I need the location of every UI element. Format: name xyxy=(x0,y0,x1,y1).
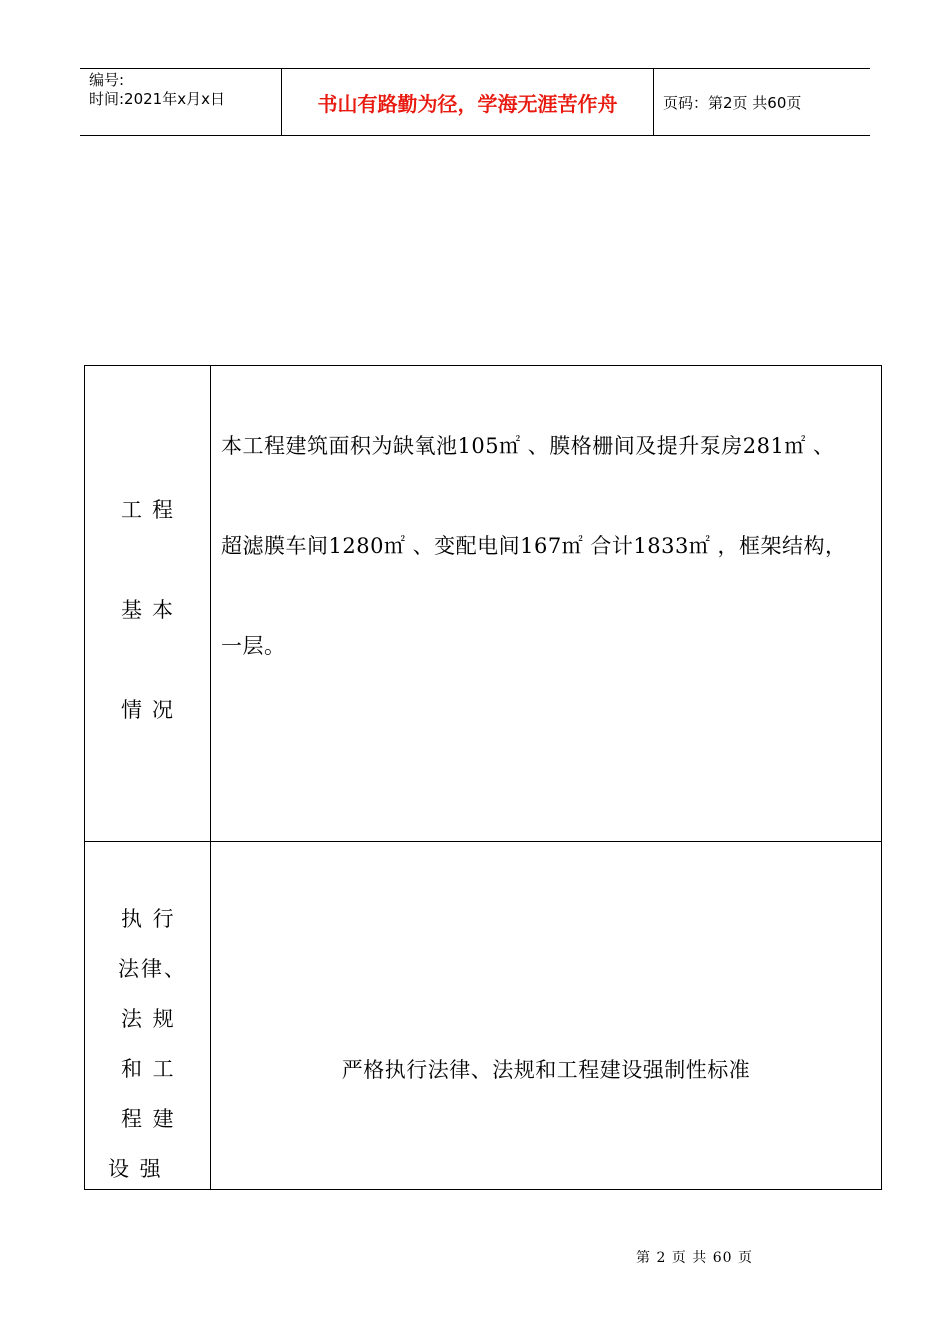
basic-info-label-line: 情况 xyxy=(121,698,183,722)
basic-info-label-cell xyxy=(85,366,211,841)
law-label-line: 执 行 xyxy=(121,907,176,931)
time-label: 时间:2021年x月x日 xyxy=(89,90,225,108)
law-label-line: 和 工 xyxy=(121,1057,176,1081)
law-compliance-label-cell xyxy=(85,842,211,1189)
basic-info-label-line: 基本 xyxy=(121,598,183,622)
law-compliance-content-cell xyxy=(211,842,881,1189)
basic-info-label-line: 工程 xyxy=(121,498,183,522)
header-page-info: 页码：第2页 共60页 xyxy=(663,93,802,112)
law-label-line: 设 强 xyxy=(108,1157,163,1181)
basic-info-text-line: 超滤膜车间1280㎡ 、变配电间167㎡ 合计1833㎡ ，框架结构， xyxy=(221,534,847,558)
number-label: 编号: xyxy=(89,71,125,89)
basic-info-text-line: 本工程建筑面积为缺氧池105㎡ 、膜格栅间及提升泵房281㎡ 、 xyxy=(221,434,835,458)
law-label-line: 法 规 xyxy=(121,1007,176,1031)
header-motto: 书山有路勤为径，学海无涯苦作舟 xyxy=(281,69,654,135)
law-label-line: 程 建 xyxy=(121,1107,176,1131)
document-header xyxy=(80,68,870,136)
law-compliance-text: 严格执行法律、法规和工程建设强制性标准 xyxy=(341,1058,751,1082)
project-info-table xyxy=(84,365,882,1190)
basic-info-text-line: 一层。 xyxy=(221,634,286,658)
header-meta xyxy=(80,69,281,135)
basic-info-row xyxy=(85,366,881,842)
law-label-line: 法律、 xyxy=(118,957,187,981)
law-compliance-row xyxy=(85,842,881,1189)
page-footer: 第 2 页 共 60 页 xyxy=(636,1250,753,1266)
basic-info-content-cell xyxy=(211,366,881,841)
